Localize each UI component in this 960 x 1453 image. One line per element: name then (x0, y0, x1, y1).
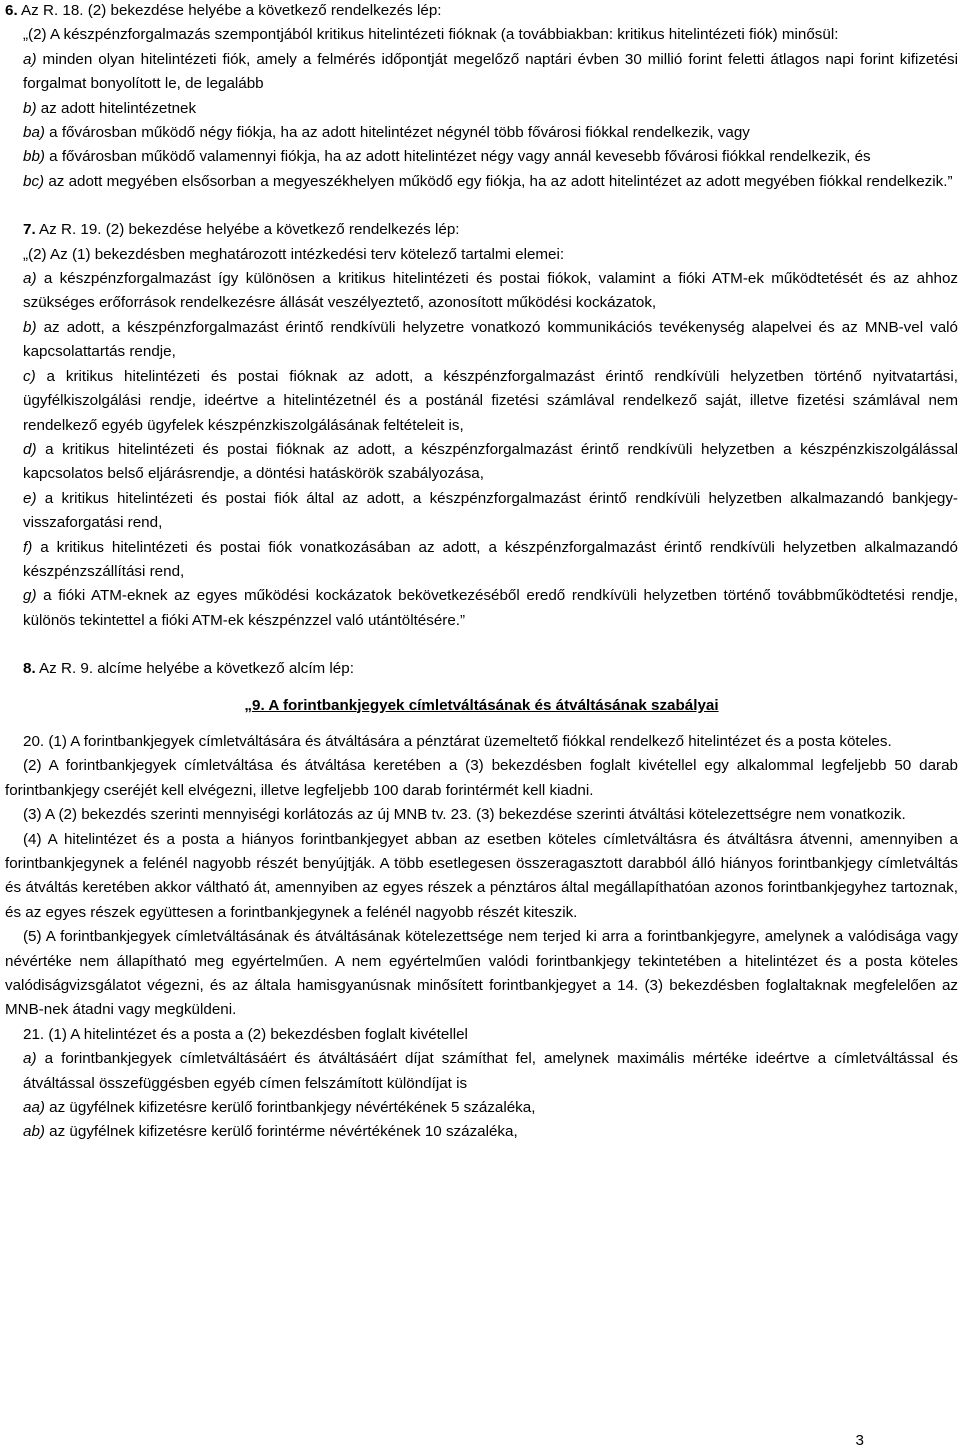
section-6-title: 6. Az R. 18. (2) bekezdése helyébe a következő rendelkezés lép: (5, 2, 442, 19)
section-6-number: 6. (5, 2, 18, 19)
section-6-point-bc: bc) az adott megyében elsősorban a megyeszékhelyen működő egy fiókja, ha az adott hitelintézet az adott megyében fiókkal rendelkezik.” (23, 172, 953, 190)
paragraph-20-5: (5) A forintbankjegyek címletváltásának és átváltásának kötelezettsége nem terjed ki arra a forintbankjegyre, amelynek a valódisága vagy névértéke nem állapítható meg egyértelműen. A nem egyértelműen valódi forintbankjegy tekintetében a hitelintézet és a posta köteles valódiságvizsgálatot végezni, és az általa hamisgyanúsnak minősített forintbankjegyet a 14. (3) bekezdésben foglaltaknak megfelelően az MNB-nek átadni vagy megküldeni. (5, 928, 958, 1019)
section-7-point-e: e) a kritikus hitelintézeti és postai fiók által az adott, a készpénzforgalmazást érintő rendkívüli helyzetben alkalmazandó bankjegy-visszaforgatási rend, (23, 489, 958, 532)
section-8-title: 8. Az R. 9. alcíme helyébe a következő alcím lép: (23, 660, 354, 678)
section-7-intro: „(2) Az (1) bekezdésben meghatározott intézkedési terv kötelező tartalmi elemei: (23, 245, 565, 263)
section-6-point-a: a) minden olyan hitelintézeti fiók, amely a felmérés időpontját megelőző naptári évben 30 millió forint feletti átlagos napi forint kifizetési forgalmat bonyolított le, de legalább (23, 50, 958, 93)
page-number: 3 (855, 1431, 864, 1449)
paragraph-21-point-a: a) a forintbankjegyek címletváltásáért és átváltásáért díjat számíthat fel, amelynek maximális mértéke ideértve a címletváltással és átváltással összefüggésben egyéb címen felszámított különdíjat is (23, 1050, 958, 1092)
section-6-point-b: b) az adott hitelintézetnek (23, 99, 197, 117)
document-page (5, 0, 958, 1145)
section-7-point-g: g) a fióki ATM-eknek az egyes működési kockázatok bekövetkezéséből eredő rendkívüli helyzetben történő továbbműködtetési rendje, különös tekintettel a fióki ATM-ek készpénzzel való utántöltésére.” (23, 587, 958, 629)
section-7-point-a: a) a készpénzforgalmazást így különösen a kritikus hitelintézeti és postai fiókok, valamint a fióki ATM-ek működtetését és az ahhoz szükséges erőforrások rendelkezésre állását veszélyeztető, azonosított működési kockázatok, (23, 270, 958, 312)
subtitle-heading: „9. A forintbankjegyek címletváltásának és átváltásának szabályai (244, 696, 719, 714)
section-6-point-bb: bb) a fővárosban működő valamennyi fiókja, ha az adott hitelintézet négy vagy annál kevesebb fővárosi fiókkal rendelkezik, és (23, 148, 871, 166)
section-7-point-b: b) az adott, a készpénzforgalmazást érintő rendkívüli helyzetre vonatkozó kommunikációs tevékenység alapelvei és az MNB-vel való kapcsolattartás rendje, (23, 318, 958, 361)
section-8-number: 8. (23, 660, 36, 678)
paragraph-20-1: 20. (1) A forintbankjegyek címletváltására és átváltására a pénztárat üzemeltető fiókkal rendelkező hitelintézet és a posta köteles. (23, 732, 892, 750)
section-6-point-ba: ba) a fővárosban működő négy fiókja, ha az adott hitelintézet négynél több fővárosi fiókkal rendelkezik, vagy (23, 124, 750, 142)
paragraph-21-point-ab: ab) az ügyfélnek kifizetésre kerülő forintérme névértékének 10 százaléka, (23, 1123, 518, 1141)
section-7-point-d: d) a kritikus hitelintézeti és postai fióknak az adott, a készpénzforgalmazást érintő rendkívüli helyzetben a készpénzkiszolgálással kapcsolatos belső eljárásrendje, a döntési hatáskörök szabályozása, (23, 440, 958, 483)
paragraph-21-1: 21. (1) A hitelintézet és a posta a (2) bekezdésben foglalt kivétellel (23, 1025, 468, 1043)
section-7-title: 7. Az R. 19. (2) bekezdése helyébe a következő rendelkezés lép: (23, 221, 460, 239)
section-7-point-c: c) a kritikus hitelintézeti és postai fióknak az adott, a készpénzforgalmazást érintő rendkívüli helyzetben történő nyitvatartási, ügyfélkiszolgálási rendje, ideértve a hitelintézetnél és a postánál fizetési számlával rendelkező saját, illetve fizetési számlával nem rendelkező egyéb ügyfelek készpénzkiszolgálásának feltételeit is, (23, 367, 958, 434)
paragraph-20-3: (3) A (2) bekezdés szerinti mennyiségi korlátozás az új MNB tv. 23. (3) bekezdése szerinti átváltási kötelezettségre nem vonatkozik. (23, 806, 906, 824)
paragraph-20-2: (2) A forintbankjegyek címletváltása és átváltása keretében a (3) bekezdésben foglalt kivétellel egy alkalommal legfeljebb 50 darab forintbankjegy cseréjét kell elvégezni, illetve legfeljebb 100 darab forintérmét kell kiadni. (5, 757, 958, 799)
paragraph-21-point-aa: aa) az ügyfélnek kifizetésre kerülő forintbankjegy névértékének 5 százaléka, (23, 1099, 536, 1117)
section-6-intro: „(2) A készpénzforgalmazás szempontjából kritikus hitelintézeti fióknak (a továbbiakban: kritikus hitelintézeti fiók) minősül: (23, 26, 839, 44)
section-7-number: 7. (23, 221, 36, 239)
section-7-point-f: f) a kritikus hitelintézeti és postai fiók vonatkozásában az adott, a készpénzforgalmazást érintő rendkívüli helyzetben alkalmazandó készpénzszállítási rend, (23, 538, 958, 580)
paragraph-20-4: (4) A hitelintézet és a posta a hiányos forintbankjegyet abban az esetben köteles címletváltásra és átváltásra átvenni, amennyiben a forintbankjegynek a felénél nagyobb részét benyújtják. A több esetlegesen összeragasztott darabból álló hiányos forintbankjegy címletváltás és átváltás keretében akkor váltható át, amennyiben az egyes részek a pénztáros által megállapíthatóan azonos forintbankjegyhez tartoznak, és az egyes részek együttesen a forintbankjegynek a felénél nagyobb részét kiteszik. (5, 830, 958, 921)
